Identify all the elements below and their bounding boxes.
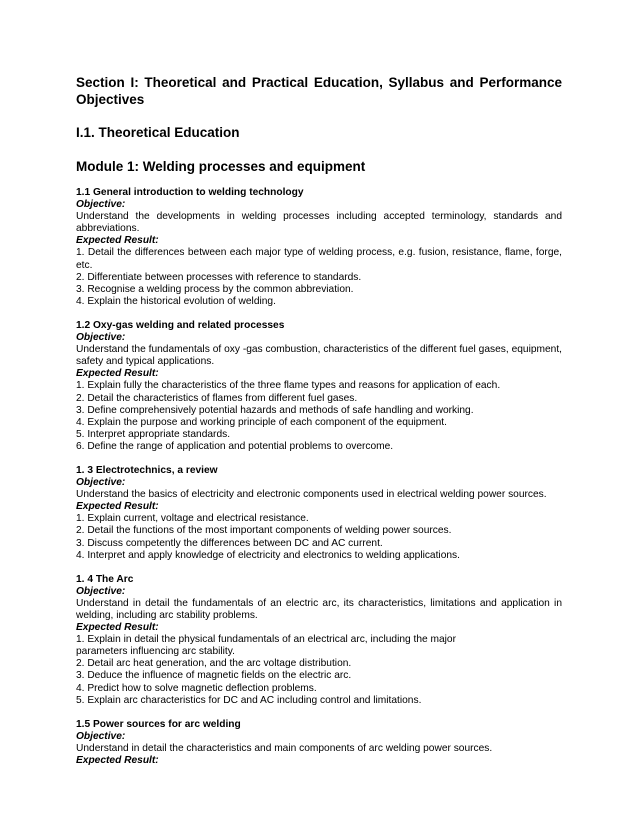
result-item: 3. Define comprehensively potential hazards and methods of safe handling and working.: [76, 404, 474, 416]
expected-result-label: Expected Result:: [76, 368, 159, 380]
result-item: 2. Detail the characteristics of flames from different fuel gases.: [76, 392, 358, 404]
section-heading: 1.1 General introduction to welding technology: [76, 187, 304, 198]
objective-text: Understand in detail the characteristics and main components of arc welding power sources.: [76, 742, 493, 754]
result-item: 1. Detail the differences between each major type of welding process, e.g. fusion, resistance, flame, forge, etc.: [76, 247, 562, 271]
section-title: Section I: Theoretical and Practical Education, Syllabus and Performance Objectives: [76, 75, 562, 107]
objective-text: Understand the fundamentals of oxy -gas combustion, characteristics of the different fuel gases, equipment, safety and typical applications.: [76, 344, 562, 368]
section-heading: 1. 3 Electrotechnics, a review: [76, 464, 218, 476]
objective-label: Objective:: [76, 477, 126, 489]
module-title: Module 1: Welding processes and equipment: [76, 159, 366, 174]
result-item: 3. Recognise a welding process by the common abbreviation.: [76, 283, 354, 295]
expected-result-label: Expected Result:: [76, 501, 159, 513]
section-1-4: [76, 574, 562, 707]
subsection-title: I.1. Theoretical Education: [76, 125, 240, 140]
section-1-1: [76, 187, 562, 308]
result-item: 5. Interpret appropriate standards.: [76, 428, 231, 440]
result-item: 2. Differentiate between processes with reference to standards.: [76, 271, 362, 283]
result-item: 6. Define the range of application and potential problems to overcome.: [76, 440, 394, 452]
result-item: 1. Explain fully the characteristics of the three flame types and reasons for application of each.: [76, 380, 501, 392]
section-1-3: [76, 465, 562, 562]
result-item: parameters influencing arc stability.: [76, 646, 235, 658]
result-item: 5. Explain arc characteristics for DC and AC including control and limitations.: [76, 694, 422, 706]
expected-result-label: Expected Result:: [76, 622, 159, 634]
objective-text: Understand the basics of electricity and electronic components used in electrical welding power sources.: [76, 489, 547, 501]
result-item: 3. Discuss competently the differences between DC and AC current.: [76, 537, 383, 549]
section-heading: 1. 4 The Arc: [76, 573, 134, 585]
result-item: 4. Predict how to solve magnetic deflection problems.: [76, 682, 317, 694]
objective-label: Objective:: [76, 199, 126, 211]
objective-label: Objective:: [76, 585, 126, 597]
section-1-2: [76, 320, 562, 453]
section-heading: 1.2 Oxy-gas welding and related processes: [76, 319, 285, 331]
result-item: 4. Interpret and apply knowledge of electricity and electronics to welding applications.: [76, 549, 460, 561]
expected-result-label: Expected Result:: [76, 235, 159, 247]
result-item: 3. Deduce the influence of magnetic fields on the electric arc.: [76, 670, 352, 682]
section-1-5: [76, 719, 562, 767]
objective-label: Objective:: [76, 332, 126, 344]
result-item: 2. Detail the functions of the most important components of welding power sources.: [76, 525, 452, 537]
result-item: 2. Detail arc heat generation, and the arc voltage distribution.: [76, 658, 352, 670]
module-body: [76, 187, 562, 767]
expected-result-label: Expected Result:: [76, 755, 159, 767]
result-item: 4. Explain the historical evolution of welding.: [76, 295, 276, 307]
objective-text: Understand in detail the fundamentals of an electric arc, its characteristics, limitations and application in welding, including arc stability problems.: [76, 597, 562, 621]
objective-label: Objective:: [76, 730, 126, 742]
result-item: 1. Explain current, voltage and electrical resistance.: [76, 513, 309, 525]
objective-text: Understand the developments in welding processes including accepted terminology, standards and abbreviations.: [76, 211, 562, 235]
document-page: [76, 74, 562, 767]
section-heading: 1.5 Power sources for arc welding: [76, 718, 241, 730]
result-item: 1. Explain in detail the physical fundamentals of an electrical arc, including the major: [76, 634, 456, 646]
result-item: 4. Explain the purpose and working principle of each component of the equipment.: [76, 416, 447, 428]
